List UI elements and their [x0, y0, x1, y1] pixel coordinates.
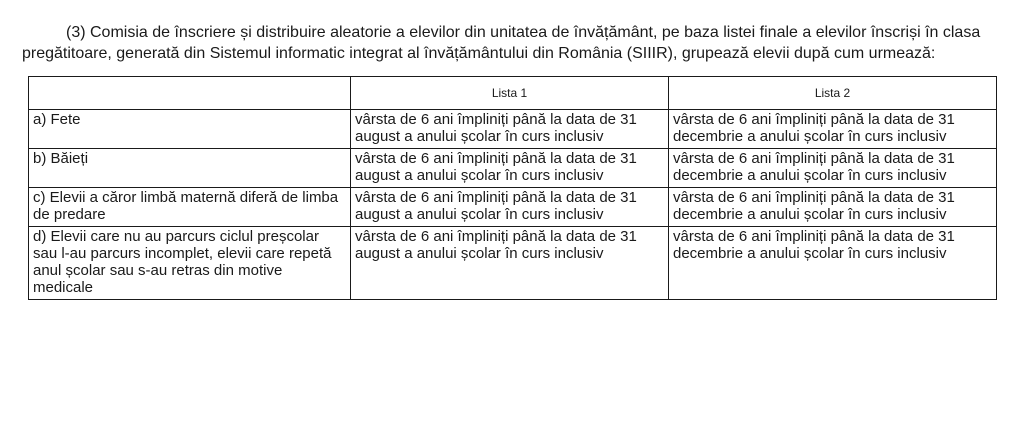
- table-row: [29, 188, 997, 227]
- table-header-row: [29, 77, 997, 110]
- table-row: [29, 110, 997, 149]
- header-empty-cell: [29, 77, 351, 110]
- row-lista1-cell: vârsta de 6 ani împliniți până la data de 31 august a anului școlar în curs inclusiv: [351, 149, 669, 188]
- row-lista2-cell: vârsta de 6 ani împliniți până la data de 31 decembrie a anului școlar în curs inclusiv: [669, 110, 997, 149]
- table-row: [29, 149, 997, 188]
- row-lista2-cell: vârsta de 6 ani împliniți până la data de 31 decembrie a anului școlar în curs inclusiv: [669, 188, 997, 227]
- row-lista1-cell: vârsta de 6 ani împliniți până la data de 31 august a anului școlar în curs inclusiv: [351, 188, 669, 227]
- intro-paragraph: (3) Comisia de înscriere și distribuire aleatorie a elevilor din unitatea de învățământ, pe baza listei finale a elevilor înscriși în clasa pregătitoare, generată din Sistemul informatic integrat al învățământului din România (SIIIR), grupează elevii după cum urmează:: [22, 24, 981, 62]
- header-lista-2: Lista 2: [669, 77, 997, 110]
- row-category-limba-materna: c) Elevii a căror limbă maternă diferă de limba de predare: [29, 188, 351, 227]
- row-category-baieti: b) Băieți: [29, 149, 351, 188]
- row-lista2-cell: vârsta de 6 ani împliniți până la data de 31 decembrie a anului școlar în curs inclusiv: [669, 227, 997, 300]
- row-category-fete: a) Fete: [29, 110, 351, 149]
- row-category-prescolar: d) Elevii care nu au parcurs ciclul preșcolar sau l-au parcurs incomplet, elevii care repetă anul școlar sau s-au retras din motive medicale: [29, 227, 351, 300]
- row-lista1-cell: vârsta de 6 ani împliniți până la data de 31 august a anului școlar în curs inclusiv: [351, 227, 669, 300]
- header-lista-1: Lista 1: [351, 77, 669, 110]
- row-lista1-cell: vârsta de 6 ani împliniți până la data de 31 august a anului școlar în curs inclusiv: [351, 110, 669, 149]
- table-row: [29, 227, 997, 300]
- distribution-table: [28, 76, 997, 300]
- row-lista2-cell: vârsta de 6 ani împliniți până la data de 31 decembrie a anului școlar în curs inclusiv: [669, 149, 997, 188]
